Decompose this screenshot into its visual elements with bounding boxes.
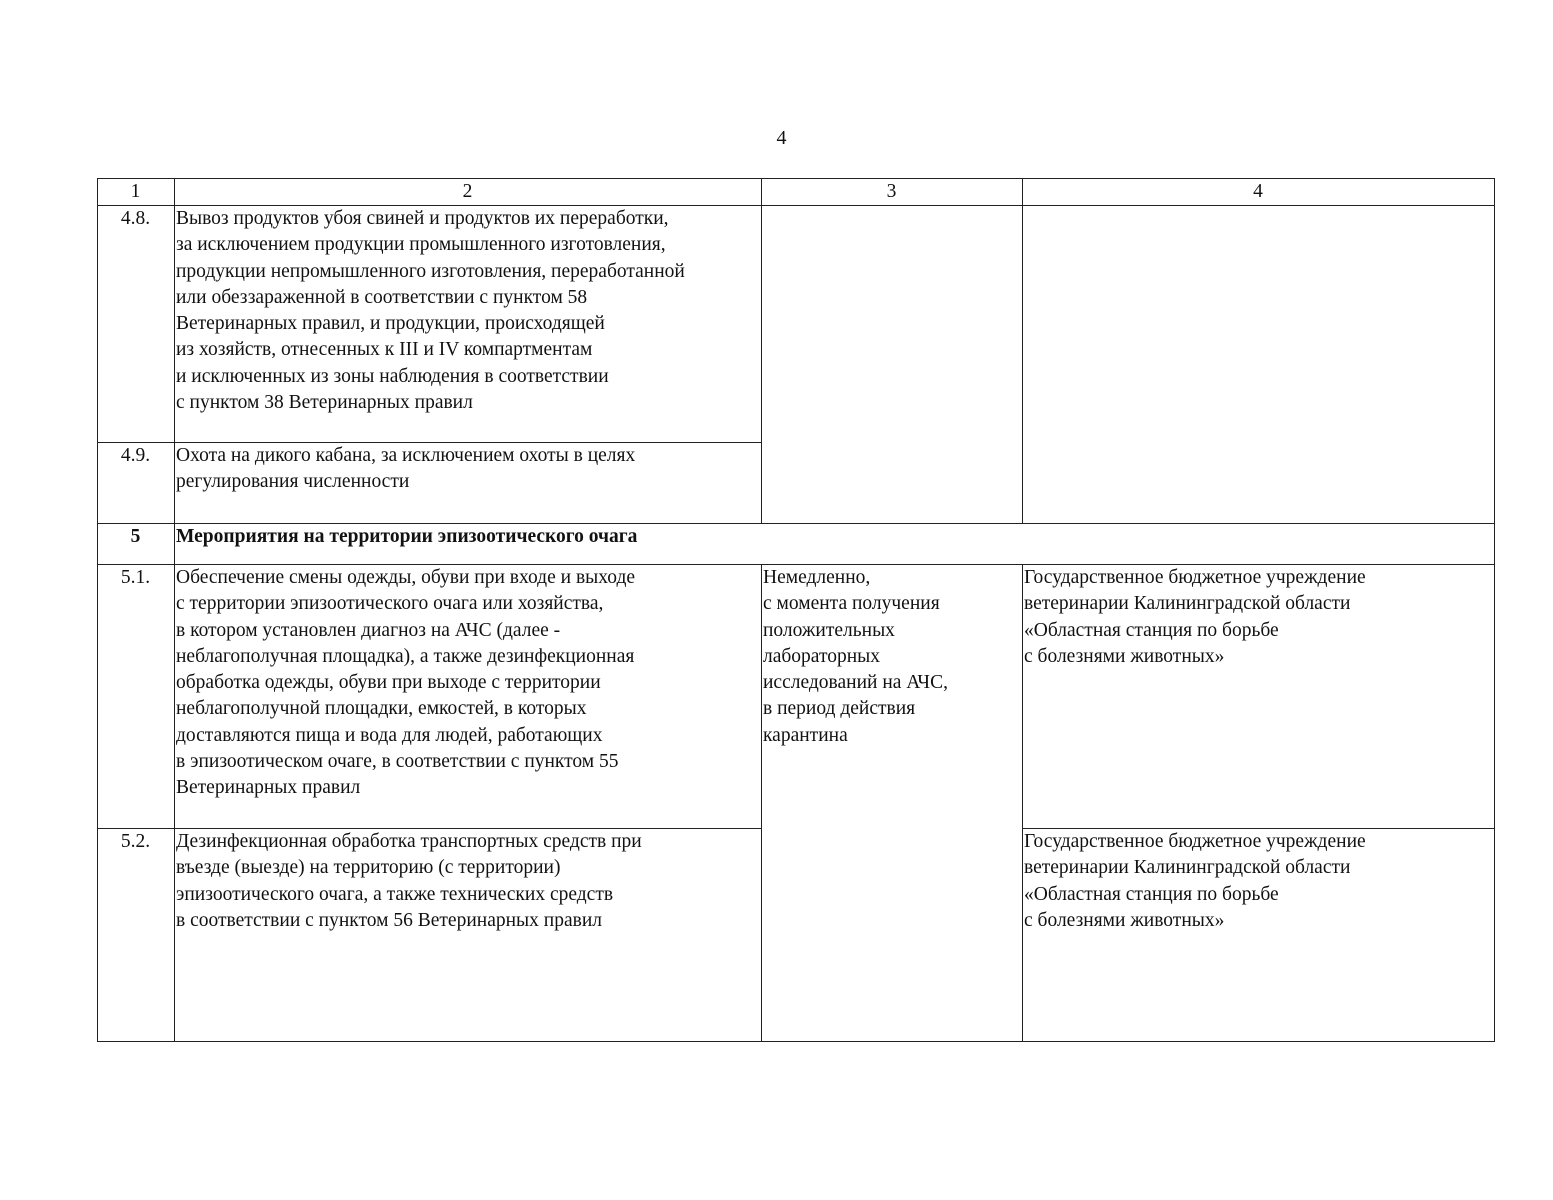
measure-text: Обеспечение смены одежды, обуви при входе и выходе с территории эпизоотического очага или хозяйства, в котором установлен диагноз на АЧС (далее - неблагополучная площадка), а также дезинфекционная обработка одежды, обуви при выходе с территории неблагополучной площадки, емкостей, в которых доставляются пища и вода для людей, работающих в эпизоотическом очаге, в соответствии с пунктом 55 Ветеринарных правил (175, 565, 762, 829)
responsible-text: Государственное бюджетное учреждение ветеринарии Калининградской области «Областная станция по борьбе с болезнями животных» (1023, 565, 1495, 829)
column-header-4: 4 (1023, 179, 1495, 206)
table-row (98, 206, 1495, 443)
section-number: 5 (98, 524, 175, 565)
responsible-text: Государственное бюджетное учреждение ветеринарии Калининградской области «Областная станция по борьбе с болезнями животных» (1023, 829, 1495, 1042)
row-number: 4.8. (98, 206, 175, 443)
column-header-2: 2 (175, 179, 762, 206)
section-row (98, 524, 1495, 565)
measure-text: Охота на дикого кабана, за исключением охоты в целях регулирования численности (175, 443, 762, 524)
row-number: 4.9. (98, 443, 175, 524)
section-title: Мероприятия на территории эпизоотического очага (175, 524, 1495, 565)
responsible-cell (1023, 206, 1495, 524)
row-number: 5.1. (98, 565, 175, 829)
column-header-3: 3 (762, 179, 1023, 206)
term-text: Немедленно, с момента получения положительных лабораторных исследований на АЧС, в период действия карантина (762, 565, 1023, 1042)
column-header-1: 1 (98, 179, 175, 206)
table-header-row (98, 179, 1495, 206)
measures-table (97, 178, 1495, 1042)
measure-text: Дезинфекционная обработка транспортных средств при въезде (выезде) на территорию (с территории) эпизоотического очага, а также технических средств в соответствии с пунктом 56 Ветеринарных правил (175, 829, 762, 1042)
page-number: 4 (776, 127, 787, 149)
row-number: 5.2. (98, 829, 175, 1042)
measure-text: Вывоз продуктов убоя свиней и продуктов их переработки, за исключением продукции промышленного изготовления, продукции непромышленного изготовления, переработанной или обеззараженной в соответствии с пунктом 58 Ветеринарных правил, и продукции, происходящей из хозяйств, отнесенных к III и IV компартментам и исключенных из зоны наблюдения в соответствии с пунктом 38 Ветеринарных правил (175, 206, 762, 443)
table-row (98, 565, 1495, 829)
term-cell (762, 206, 1023, 524)
